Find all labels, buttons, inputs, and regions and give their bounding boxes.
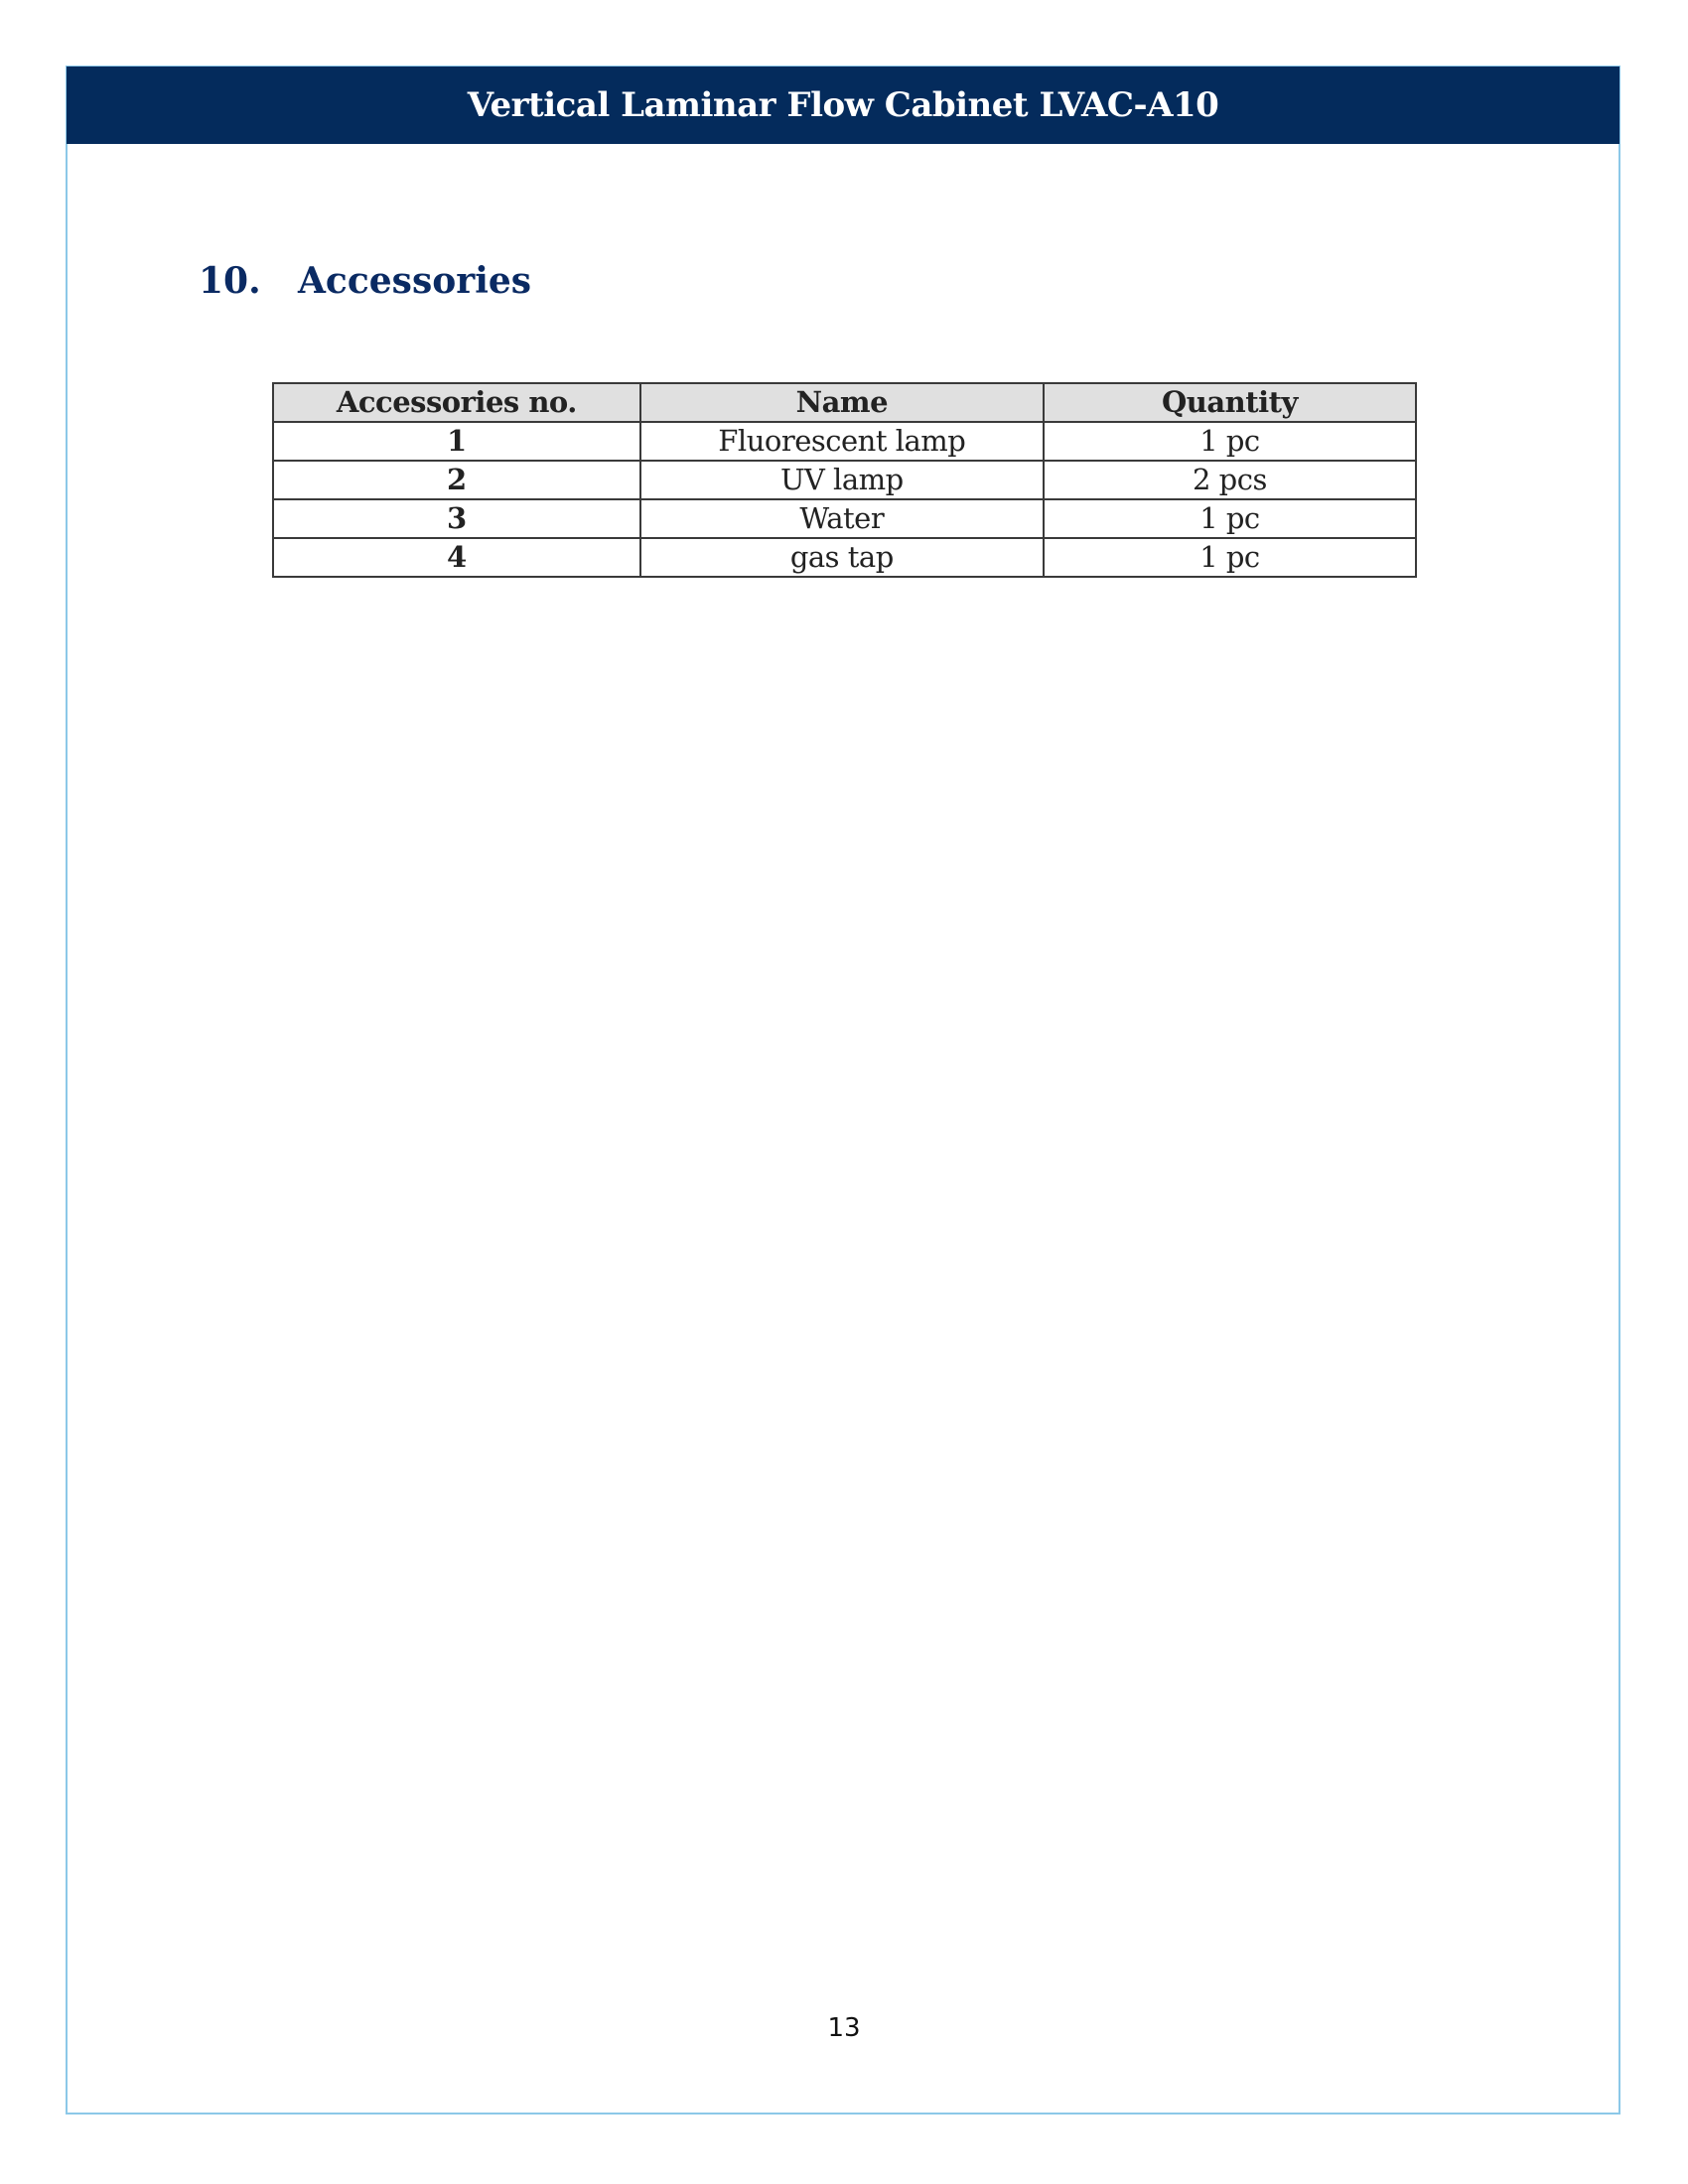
table-header-row <box>273 383 1416 422</box>
table-row <box>273 461 1416 499</box>
cell-accessory-no: 4 <box>273 538 640 577</box>
cell-quantity: 2 pcs <box>1044 461 1416 499</box>
table-row <box>273 538 1416 577</box>
section-heading <box>199 260 531 302</box>
section-number: 10. <box>199 260 261 302</box>
section-title: Accessories <box>298 260 532 302</box>
cell-name: gas tap <box>640 538 1044 577</box>
column-header-quantity: Quantity <box>1044 383 1416 422</box>
cell-name: Water <box>640 499 1044 538</box>
document-title: Vertical Laminar Flow Cabinet LVAC-A10 <box>467 85 1219 125</box>
document-header <box>67 67 1619 144</box>
cell-name: Fluorescent lamp <box>640 422 1044 461</box>
cell-quantity: 1 pc <box>1044 499 1416 538</box>
cell-accessory-no: 1 <box>273 422 640 461</box>
cell-accessory-no: 3 <box>273 499 640 538</box>
cell-accessory-no: 2 <box>273 461 640 499</box>
cell-quantity: 1 pc <box>1044 538 1416 577</box>
cell-quantity: 1 pc <box>1044 422 1416 461</box>
column-header-name: Name <box>640 383 1044 422</box>
table-row <box>273 422 1416 461</box>
cell-name: UV lamp <box>640 461 1044 499</box>
table-row <box>273 499 1416 538</box>
page-border <box>66 66 1620 2115</box>
accessories-table <box>272 382 1417 578</box>
page-number: 13 <box>827 2013 861 2043</box>
column-header-accessories-no: Accessories no. <box>273 383 640 422</box>
